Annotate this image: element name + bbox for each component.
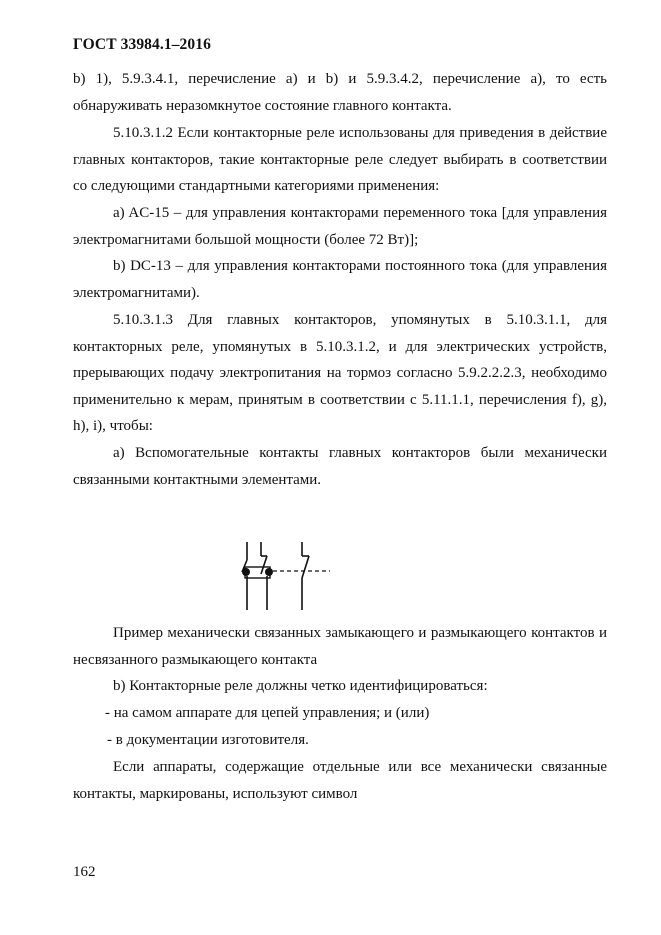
- figure-caption: Пример механически связанных замыкающего и размыкающего контактов и несвязанного размыкающего контакта: [73, 625, 607, 668]
- dash-item-documentation: - в документации изготовителя.: [107, 732, 309, 748]
- mechanically-linked-contacts-symbol-icon: [232, 538, 332, 613]
- list-item-b-dc13: b) DC-13 – для управления контакторами постоянного тока (для управления электромагнитами).: [73, 258, 607, 301]
- standard-header: ГОСТ 33984.1–2016: [73, 36, 211, 53]
- list-item-a-ac15: a) AC-15 – для управления контакторами переменного тока [для управления электромагнитами большой мощности (более 72 Вт)];: [73, 205, 607, 248]
- paragraph-5-10-3-1-2: 5.10.3.1.2 Если контакторные реле использованы для приведения в действие главных контакторов, такие контакторные реле следует выбирать в соответствии со следующими стандартными категориями применения:: [73, 125, 607, 194]
- paragraph-marking-symbol: Если аппараты, содержащие отдельные или все механически связанные контакты, маркированы, используют символ: [73, 759, 607, 802]
- page-number: 162: [73, 864, 96, 880]
- paragraph-continuation: b) 1), 5.9.3.4.1, перечисление a) и b) и 5.9.3.4.2, перечисление a), то есть обнаруживать неразомкнутое состояние главного контакта.: [73, 71, 607, 114]
- list-item-a-auxiliary-contacts: a) Вспомогательные контакты главных контакторов были механически связанными контактными элементами.: [73, 445, 607, 488]
- list-item-b-relay-identification: b) Контакторные реле должны четко идентифицироваться:: [113, 678, 488, 694]
- paragraph-5-10-3-1-3: 5.10.3.1.3 Для главных контакторов, упомянутых в 5.10.3.1.1, для контакторных реле, упомянутых в 5.10.3.1.2, и для электрических устройств, прерывающих подачу электропитания на тормоз согласно 5.9.2.2.2.3, необходимо применительно к мерам, принятым в соответствии с 5.11.1.1, перечисления f), g), h), i), чтобы:: [73, 312, 607, 434]
- dash-item-on-device: - на самом аппарате для цепей управления; и (или): [105, 705, 430, 721]
